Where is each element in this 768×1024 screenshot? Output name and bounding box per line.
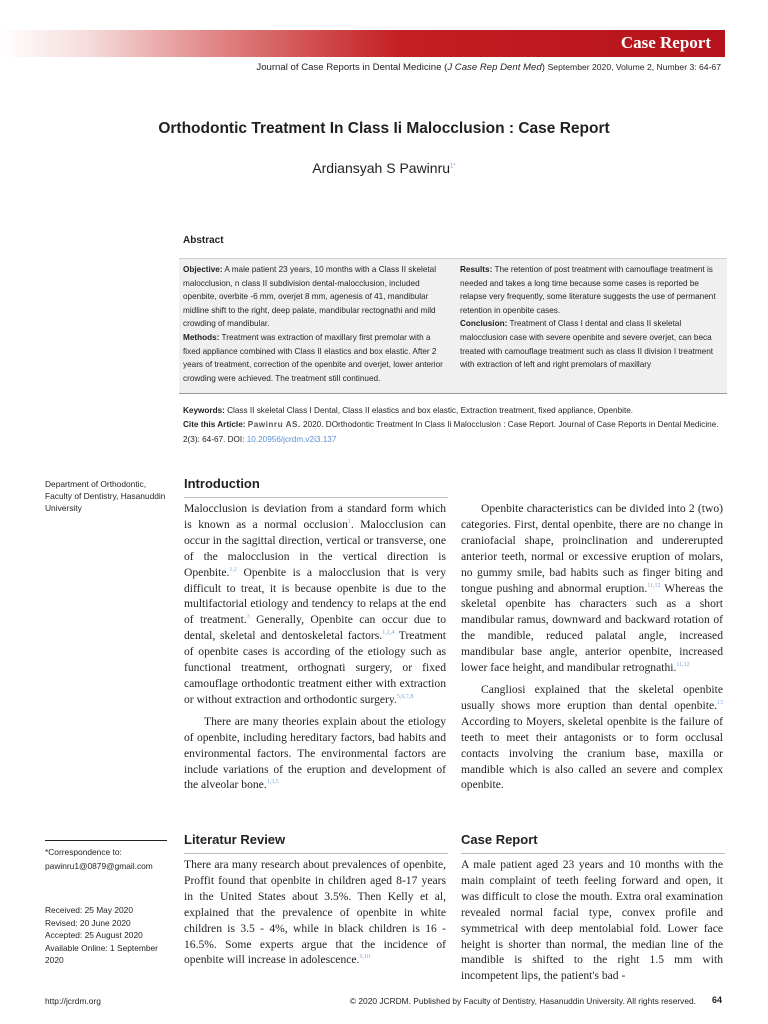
abstract-heading: Abstract — [183, 235, 224, 246]
article-category: Case Report — [620, 33, 711, 52]
results-text: The retention of post treatment with camouflage treatment is needed and takes a long time because some cases is reported be relapse very frequently, some literature suggests the use of permanent retention in openbite cases. — [460, 265, 716, 315]
ref-marker[interactable]: 11,12 — [676, 662, 690, 669]
intro-paragraph-3 — [461, 501, 723, 676]
ref-marker[interactable]: 9,10 — [359, 954, 370, 961]
ref-marker[interactable]: 1,2,4 — [382, 630, 395, 637]
introduction-rule — [184, 497, 448, 498]
introduction-heading: Introduction — [184, 476, 260, 491]
ref-marker[interactable]: 11,12 — [647, 582, 661, 589]
objective-text: A male patient 23 years, 10 months with a Class II skeletal malocclusion, n class II subdivision dental-malocclusion, included openbite, overbite -6 mm, overjet 8 mm, agenesis of 41, mandibular midline shift to the right, deep palate, mandibular rectognathi and mild crowding of mandibular. — [183, 265, 437, 329]
intro-p3-text-b: Whereas the skeletal openbite has characters such as a short mandibular ramus, downward and backward rotation of the mandible, reduced palatal angle, increased mandibular base angle, anterior openbite, increased lower face height, and mandibular retrognathi. — [461, 581, 723, 675]
page-number: 64 — [712, 995, 723, 1005]
intro-paragraph-4 — [461, 682, 723, 793]
keywords-label: Keywords: — [183, 406, 225, 415]
ref-marker[interactable]: 1,3,5 — [266, 779, 279, 786]
article-dates — [45, 904, 175, 967]
intro-p1-text-d: Generally, Openbite can occur due to dental, skeletal and dentoskeletal factors. — [184, 613, 446, 643]
intro-paragraph-2 — [184, 714, 446, 794]
author-line — [0, 160, 768, 176]
intro-p4-text-a: Cangliosi explained that the skeletal openbite usually shows more eruption than dental openbite. — [461, 682, 723, 712]
header-bar — [0, 30, 725, 57]
author-mark: 1* — [450, 163, 456, 170]
case-paragraph-1: A male patient aged 23 years and 10 months with the main complaint of teeth feeling forward and open, it was difficult to close the mouth. Extra oral examination revealed normal facial type, convex profile and symmetrical with deep mentolabial fold. Lower face height is shorter than normal, the median line of the mandible is shifted to the right 1.5 mm with incompetent lips, the patient's bad - — [461, 858, 723, 983]
methods-text: Treatment was extraction of maxillary first premolar with a fixed appliance combined with Class II elastics and box elastic. After 2 years of treatment, correction of the openbite and overjet, lower anterior crowding were achieved. The treatment still continued. — [183, 332, 443, 383]
intro-p1-text-e: Treatment of openbite cases is according of the etiology such as functional treatment, orthognati surgery, or fixed camouflage orthodontic treatment either with extraction or without extraction and orthodontic surgery. — [184, 629, 447, 706]
objective-label: Objective: — [183, 265, 223, 274]
intro-p3-text-a: Openbite characteristics can be divided into 2 (two) categories. First, dental openbite, there are no change in craniofacial shape, proinclination and undererupted anterior teeth, normal or excessive eruption of molars, no gummy smile, bad habits such as finger biting and tongue pushing and abnormal eruption. — [461, 502, 723, 595]
introduction-right-text — [461, 501, 723, 793]
results-label: Results: — [460, 265, 493, 274]
introduction-left-text — [184, 501, 446, 793]
date-accepted: Accepted: 25 August 2020 — [45, 930, 143, 941]
literature-review-heading: Literatur Review — [184, 832, 286, 847]
journal-citation-line: Journal of Case Reports in Dental Medicine (J Case Rep Dent Med) September 2020, Volume 2, Number 3: 64-67 — [256, 62, 721, 73]
intro-p1-text-c: Openbite is a malocclusion that is very difficult to treat, it is because openbite is due to the multifactorial etiology and tendency to relaps at the end of treatment. — [184, 565, 446, 627]
intro-p1-text-a: Malocclusion is deviation from a standard form which is known as a normal occlusion — [184, 502, 446, 531]
journal-issue: September 2020, Volume 2, Number 3: 64-67 — [547, 62, 721, 72]
ref-marker[interactable]: 1 — [347, 519, 351, 526]
date-online: Available Online: 1 September 2020 — [45, 942, 158, 966]
cite-line — [183, 418, 731, 447]
conclusion-text: Treatment of Class I dental and class II skeletal malocclusion case with severe openbite and severe overjet, can beca treated with camouflage treatment such as class II division I treatment with extraction of left and right premolars of maxillary — [460, 319, 714, 370]
cite-label: Cite this Article: — [183, 420, 246, 430]
conclusion-label: Conclusion: — [460, 319, 508, 329]
correspondence-email[interactable]: pawinru1@0879@gmail.com — [45, 861, 153, 871]
cite-issue: 2(3): 64-67. DOI: — [183, 434, 245, 444]
ref-marker[interactable]: 1,2 — [229, 566, 237, 573]
methods-label: Methods: — [183, 332, 220, 342]
sidebar-divider — [45, 840, 167, 841]
cite-author: Pawinru AS. — [247, 420, 301, 430]
abstract-left-column — [183, 263, 447, 385]
review-p1-text: There ara many research about prevalences of openbite, Proffit found that openbite in children aged 8-17 years in the United States about 3.5%. Then Kelly et al, explained that the prevalence of openbite in white children is 3.5 - 4%, while in black children is 16 - 16.5%. Some experts argue that the incidence of openbite will increase in adolescence. — [184, 858, 446, 967]
intro-p2-text: There are many theories explain about the etiology of openbite, including hereditary factors, bad habits and environmental factors. The environmental factors are include variations of the eruption and development of the alveolar bone. — [184, 714, 446, 792]
correspondence — [45, 845, 175, 873]
keywords-line — [183, 404, 731, 418]
cite-journal: Journal of Case Reports in Dental Medicine. — [558, 420, 719, 430]
author-name: Ardiansyah S Pawinru — [312, 160, 451, 176]
cite-text: 2020. DOrthodontic Treatment In Class Ii Malocclusion : Case Report. — [303, 420, 557, 430]
ref-marker[interactable]: 5,6,7,8 — [396, 694, 414, 701]
abstract-box — [179, 258, 727, 394]
ref-marker[interactable]: 3 — [246, 614, 250, 621]
intro-p1-text-b: . Malocclusion can occur in the sagittal direction, vertical or transverse, one of the malocclusion in the vertical direction is Openbite. — [184, 517, 446, 579]
footer-copyright: © 2020 JCRDM. Published by Faculty of Dentistry, Hasanuddin University. All rights reserved. — [349, 996, 696, 1006]
article-title: Orthodontic Treatment In Class Ii Malocclusion : Case Report — [158, 120, 610, 137]
doi-link[interactable]: 10.20956/jcrdm.v2i3.137 — [246, 434, 337, 444]
footer-url[interactable]: http://jcrdm.org — [45, 996, 101, 1006]
literature-review-rule — [184, 853, 448, 854]
keywords-text: Class II skeletal Class I Dental, Class II elastics and box elastic, Extraction treatment, fixed appliance, Openbite. — [227, 406, 634, 415]
intro-paragraph-1 — [184, 501, 446, 708]
journal-name: Journal of Case Reports in Dental Medicine — [256, 62, 442, 73]
abstract-right-column — [460, 263, 724, 372]
date-received: Received: 25 May 2020 — [45, 905, 133, 915]
affiliation: Department of Orthodontic, Faculty of Dentistry, Hasanuddin University — [45, 479, 166, 513]
review-paragraph-1 — [184, 857, 446, 968]
keywords-block — [183, 404, 731, 447]
intro-p4-text-b: According to Moyers, skeletal openbite is the failure of teeth to meet their antagonists or to form occlusal contacts involving the cranium base, maxilla or mandible which is also called an severe and complex openbite. — [461, 714, 723, 792]
case-report-rule — [461, 853, 725, 854]
correspondence-label: *Correspondence to: — [45, 847, 122, 857]
ref-marker[interactable]: 13 — [717, 700, 723, 707]
date-revised: Revised: 20 June 2020 — [45, 917, 131, 928]
journal-abbrev: J Case Rep Dent Med — [447, 62, 542, 73]
case-report-heading: Case Report — [461, 832, 538, 847]
